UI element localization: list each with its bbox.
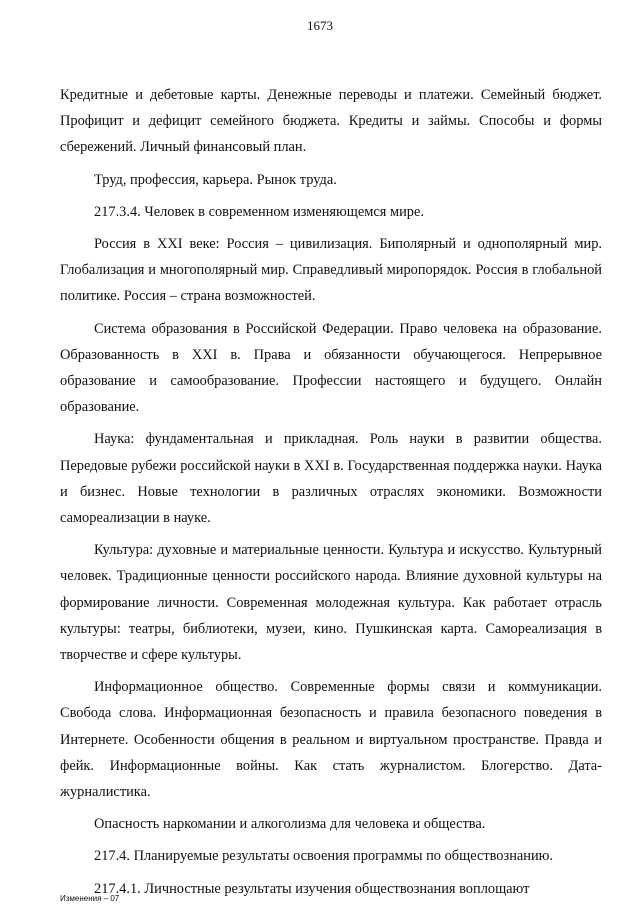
paragraph-addiction-danger: Опасность наркомании и алкоголизма для человека и общества.	[94, 816, 486, 833]
section-heading-217-3-4: 217.3.4. Человек в современном изменяющемся мире.	[94, 203, 424, 220]
paragraph-culture: Культура: духовные и материальные ценности. Культура и искусство. Культурный человек. Традиционные ценности российского народа. Влияние духовной культуры на формирование личности. Современная молодежная культура. Как работает отрасль культуры: театры, библиотеки, музеи, кино. Пушкинская карта. Самореализация в творчестве и сфере культуры.	[60, 542, 602, 664]
paragraph-financial-literacy: Кредитные и дебетовые карты. Денежные переводы и платежи. Семейный бюджет. Профицит и дефицит семейного бюджета. Кредиты и займы. Способы и формы сбережений. Личный финансовый план.	[60, 87, 602, 156]
page-number: 1673	[307, 18, 333, 33]
section-heading-217-4: 217.4. Планируемые результаты освоения программы по обществознанию.	[94, 848, 554, 865]
paragraph-information-society: Информационное общество. Современные формы связи и коммуникации. Свобода слова. Информационная безопасность и правила безопасного поведения в Интернете. Особенности общения в реальном и виртуальном пространстве. Правда и фейк. Информационные войны. Как стать журналистом. Блогерство. Дата-журналистика.	[60, 679, 602, 801]
footer-revision-note: Изменения – 07	[60, 894, 120, 903]
body-text	[60, 82, 602, 902]
paragraph-science: Наука: фундаментальная и прикладная. Роль науки в развитии общества. Передовые рубежи российской науки в XXI в. Государственная поддержка науки. Наука и бизнес. Новые технологии в различных отраслях экономики. Возможности самореализации в науке.	[60, 431, 602, 527]
paragraph-russia-21st-century: Россия в XXI веке: Россия – цивилизация. Биполярный и однополярный мир. Глобализация и многополярный мир. Справедливый миропорядок. Россия в глобальной политике. Россия – страна возможностей.	[60, 236, 602, 305]
paragraph-education-system: Система образования в Российской Федерации. Право человека на образование. Образованность в XXI в. Права и обязанности обучающегося. Непрерывное образование и самообразование. Профессии настоящего и будущего. Онлайн образование.	[60, 320, 602, 416]
paragraph-labor: Труд, профессия, карьера. Рынок труда.	[94, 171, 337, 188]
paragraph-personal-results: 217.4.1. Личностные результаты изучения обществознания воплощают	[94, 880, 530, 897]
